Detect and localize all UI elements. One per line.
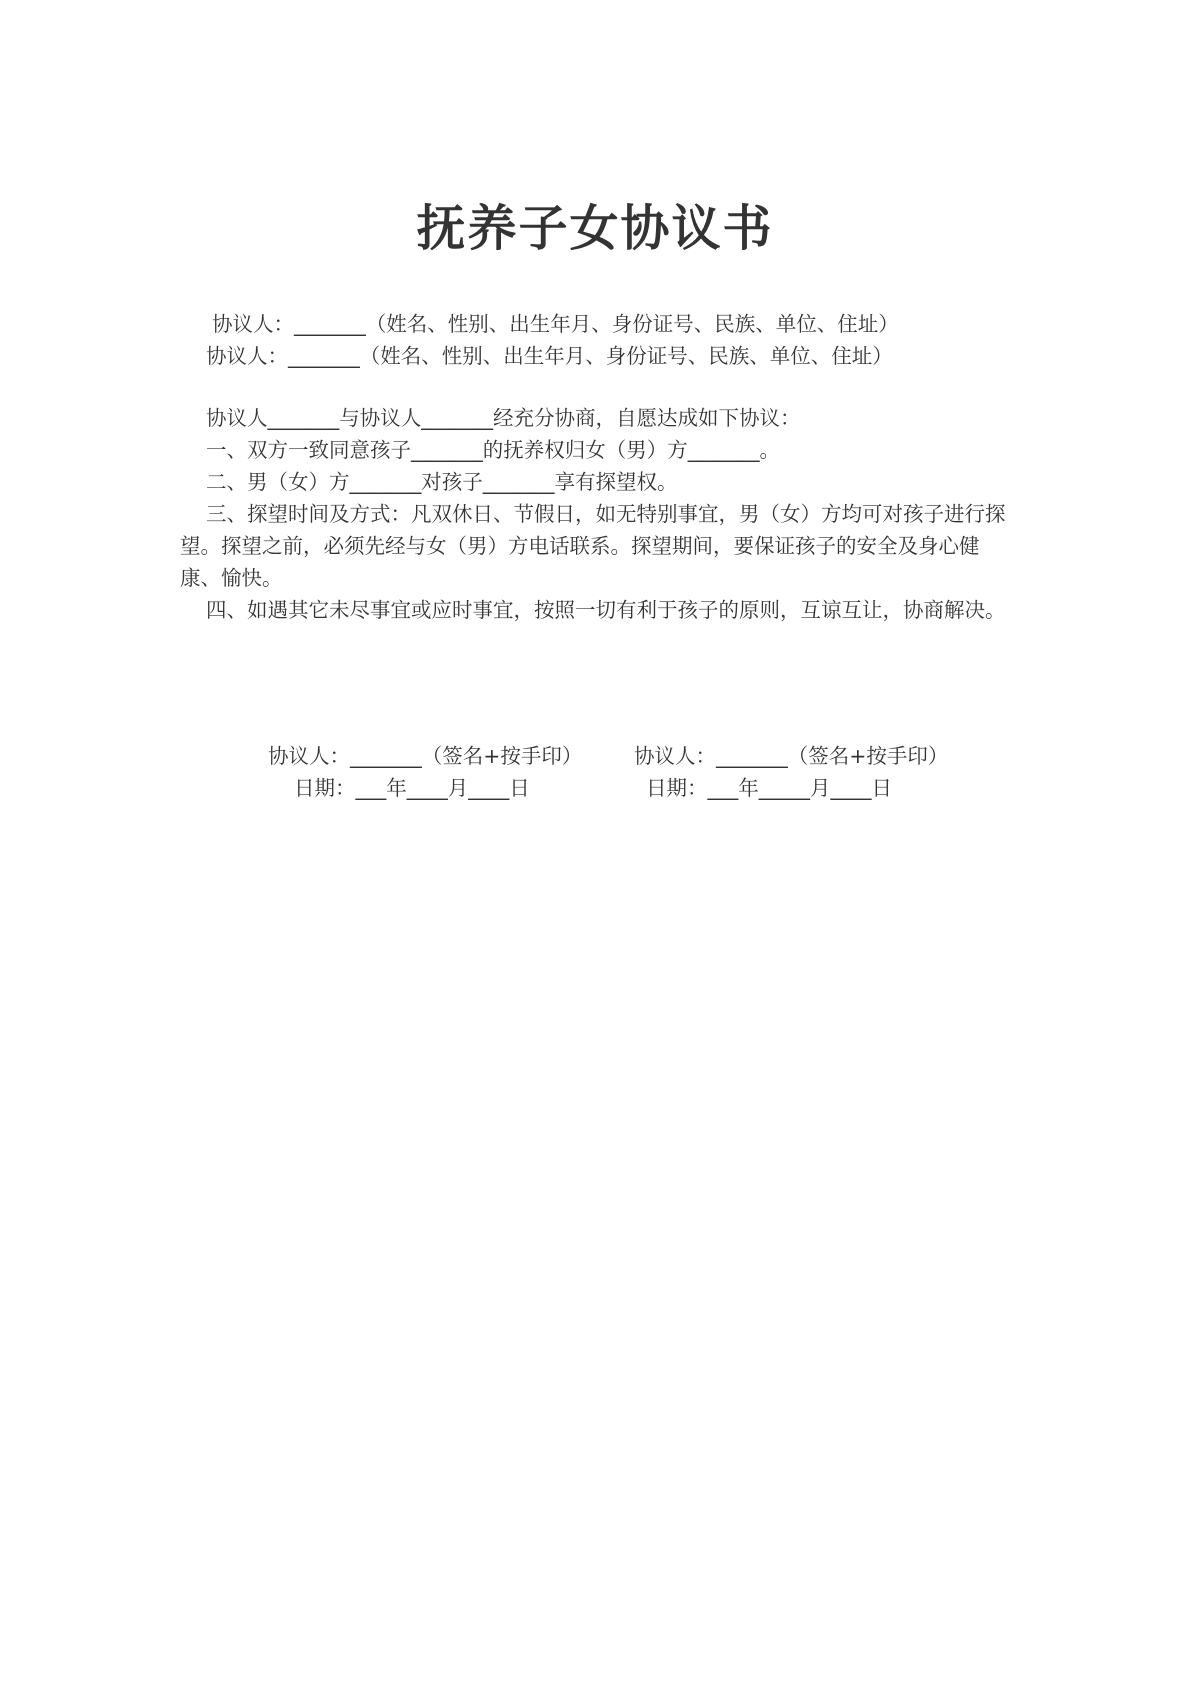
signature-left-date: 日期：___年____月____日: [294, 776, 530, 800]
party-line-2: 协议人：_______（姓名、性别、出生年月、身份证号、民族、单位、住址）: [206, 344, 893, 368]
signature-right-name: 协议人：_______（签名+按手印）: [634, 744, 949, 768]
agreement-body: [180, 308, 1010, 626]
signature-right-date: 日期：___年_____月____日: [646, 776, 892, 800]
document-title: 抚养子女协议书: [416, 200, 774, 257]
clause-2: 二、男（女）方_______对孩子_______享有探望权。: [206, 470, 678, 494]
intro-line: 协议人_______与协议人_______经充分协商，自愿达成如下协议：: [206, 406, 801, 430]
spacer: [180, 372, 1010, 402]
clause-4: 四、如遇其它未尽事宜或应时事宜，按照一切有利于孩子的原则，互谅互让，协商解决。: [206, 598, 1006, 622]
party-line-1: 协议人：_______（姓名、性别、出生年月、身份证号、民族、单位、住址）: [212, 312, 899, 336]
signature-left-name: 协议人：_______（签名+按手印）: [268, 744, 583, 768]
clause-3: 三、探望时间及方式：凡双休日、节假日，如无特别事宜，男（女）方均可对孩子进行探望。探望之前，必须先经与女（男）方电话联系。探望期间，要保证孩子的安全及身心健康、愉快。: [180, 502, 1006, 590]
clause-1: 一、双方一致同意孩子_______的抚养权归女（男）方_______。: [206, 438, 780, 462]
